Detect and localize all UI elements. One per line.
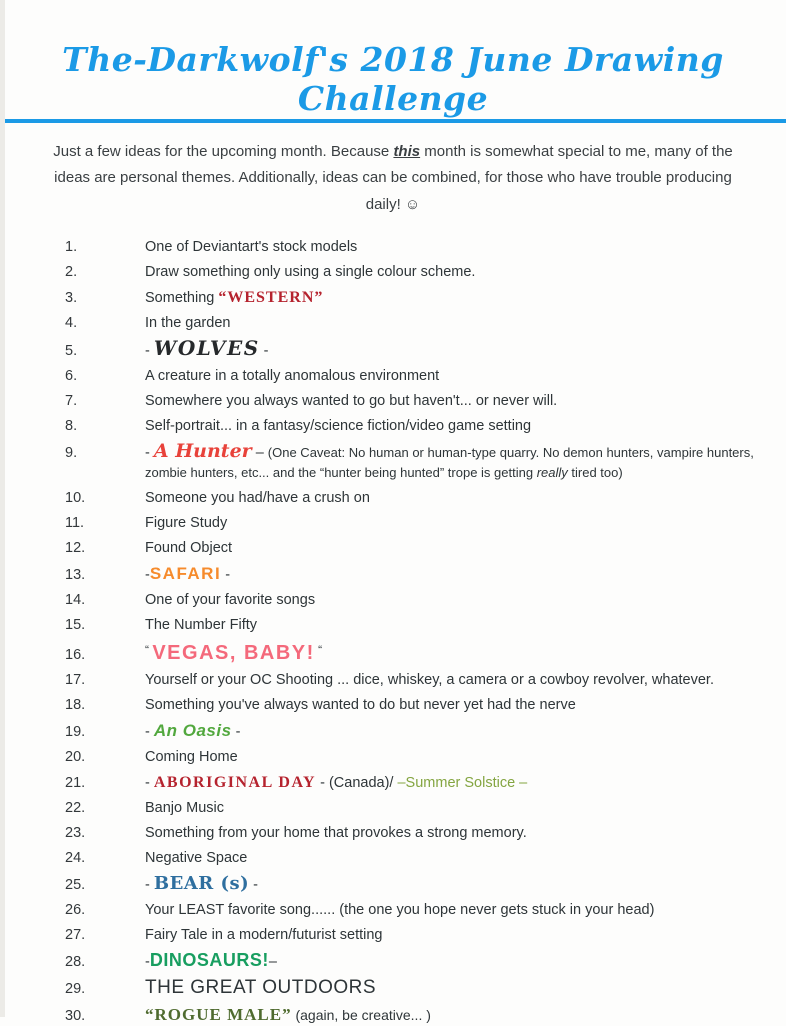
list-item — [65, 417, 772, 436]
item-text — [145, 564, 772, 585]
item-text-segment: - (Canada)/ — [316, 774, 398, 791]
item-text — [145, 616, 772, 635]
item-number: 18. — [65, 696, 86, 713]
item-number: 8. — [65, 417, 78, 434]
item-text-segment: Self-portrait... in a fantasy/science fiction/video game setting — [145, 417, 532, 434]
item-text-segment: Fairy Tale in a modern/futurist setting — [145, 926, 383, 943]
item-text-segment: - — [145, 566, 150, 583]
item-text-segment: Negative Space — [145, 849, 248, 866]
list-item — [65, 335, 772, 361]
item-text-segment: - — [145, 723, 154, 740]
item-text — [145, 721, 772, 742]
item-text — [145, 314, 772, 333]
list-item — [65, 849, 772, 868]
list-item — [65, 978, 772, 999]
item-text-segment: VEGAS, BABY! — [152, 641, 315, 664]
item-text-segment: Figure Study — [145, 514, 228, 531]
item-text — [145, 874, 772, 895]
list-item — [65, 696, 772, 715]
item-text — [145, 849, 772, 868]
item-text — [145, 539, 772, 558]
item-number: 14. — [65, 591, 86, 608]
item-text-segment: Something from your home that provokes a strong memory. — [145, 824, 527, 841]
item-text-segment: - — [249, 876, 259, 893]
list-item — [65, 263, 772, 282]
item-text — [145, 335, 772, 361]
list-item — [65, 314, 772, 333]
item-text-segment: really — [536, 464, 568, 480]
item-text — [145, 263, 772, 282]
item-number: 4. — [65, 314, 78, 331]
list-item — [65, 671, 772, 690]
item-text-segment: Banjo Music — [145, 799, 224, 816]
item-text — [145, 641, 772, 665]
item-number: 28. — [65, 953, 86, 970]
item-number: 16. — [65, 646, 86, 663]
item-text-segment: One of your favorite songs — [145, 591, 316, 608]
item-number: 19. — [65, 723, 86, 740]
item-text-segment: BEAR (s) — [153, 872, 250, 894]
item-text-segment: Draw something only using a single colour scheme. — [145, 263, 476, 280]
list-item — [65, 901, 772, 920]
item-text — [145, 489, 772, 508]
list-item — [65, 721, 772, 742]
item-text-segment: THE GREAT OUTDOORS — [145, 976, 377, 998]
list-item — [65, 489, 772, 508]
item-number: 22. — [65, 799, 86, 816]
item-text — [145, 901, 772, 920]
item-text-segment: “ — [145, 642, 153, 657]
item-text — [145, 951, 772, 972]
item-text-segment: One of Deviantart's stock models — [145, 238, 358, 255]
item-text — [145, 392, 772, 411]
item-number: 27. — [65, 926, 86, 943]
item-text — [145, 926, 772, 945]
item-number: 12. — [65, 539, 86, 556]
item-number: 10. — [65, 489, 86, 506]
item-text — [145, 696, 772, 715]
item-number: 29. — [65, 980, 86, 997]
item-text-segment: Coming Home — [145, 748, 238, 765]
item-number: 5. — [65, 342, 78, 359]
intro-paragraph — [51, 139, 735, 218]
item-number: 1. — [65, 238, 78, 255]
item-text-segment: The Number Fifty — [145, 616, 257, 633]
item-text-segment: Somewhere you always wanted to go but haven't... or never will. — [145, 392, 558, 409]
list-item — [65, 514, 772, 533]
list-item — [65, 564, 772, 585]
item-number: 15. — [65, 616, 86, 633]
item-text — [145, 824, 772, 843]
list-item — [65, 951, 772, 972]
item-number: 3. — [65, 289, 78, 306]
item-number: 20. — [65, 748, 86, 765]
item-text — [145, 978, 772, 999]
item-text-segment: – — [268, 953, 277, 970]
item-text — [145, 773, 772, 793]
scan-edge — [0, 0, 5, 1017]
item-text-segment: “ — [314, 642, 323, 657]
item-number: 11. — [65, 514, 85, 531]
item-text-segment: A creature in a totally anomalous environment — [145, 367, 440, 384]
item-text-segment: Your LEAST favorite song...... (the one you hope never gets stuck in your head) — [145, 901, 655, 918]
item-text-segment: A Hunter — [153, 439, 252, 462]
item-text — [145, 1005, 772, 1026]
list-item — [65, 799, 772, 818]
item-number: 26. — [65, 901, 86, 918]
item-text — [145, 417, 772, 436]
item-text-segment: –Summer Solstice – — [397, 774, 528, 791]
item-text-segment: (One Caveat: No human or human-type quarry. No demon hunters, vampire hunters, zombie hunters, etc... and the “hunter being hunted” trope is getting — [145, 444, 754, 480]
list-item — [65, 439, 772, 483]
item-text-segment: WOLVES — [153, 335, 260, 360]
list-item — [65, 1005, 772, 1026]
list-item — [65, 616, 772, 635]
item-text-segment: “ROGUE MALE” — [145, 1004, 292, 1024]
item-text-segment: - — [145, 444, 154, 461]
item-number: 6. — [65, 367, 78, 384]
item-number: 21. — [65, 774, 86, 791]
item-text-segment: Yourself or your OC Shooting ... dice, whiskey, a camera or a cowboy revolver, whatever. — [145, 671, 714, 688]
item-text-segment: SAFARI — [149, 563, 222, 583]
item-number: 23. — [65, 824, 86, 841]
item-text — [145, 514, 772, 533]
list-item — [65, 539, 772, 558]
item-text — [145, 799, 772, 818]
item-text-segment: - — [259, 342, 269, 359]
intro-emphasis: this — [393, 143, 421, 160]
item-text-segment: In the garden — [145, 314, 231, 331]
item-text-segment: An Oasis — [153, 720, 232, 740]
list-item — [65, 641, 772, 665]
item-number: 24. — [65, 849, 86, 866]
item-text — [145, 591, 772, 610]
item-number: 2. — [65, 263, 78, 280]
item-text-segment: - — [145, 876, 154, 893]
item-text-segment: “WESTERN” — [218, 288, 324, 306]
item-text-segment: - — [231, 723, 241, 740]
list-item — [65, 288, 772, 308]
list-item — [65, 824, 772, 843]
intro-after: month is somewhat special to me, many of the ideas are personal themes. Additionally, ideas can be combined, for those who have trouble producing daily! ☺ — [54, 143, 733, 213]
item-text-segment: tired too) — [567, 464, 623, 480]
item-text-segment: - — [221, 566, 231, 583]
item-text — [145, 238, 772, 257]
item-number: 25. — [65, 876, 86, 893]
list-item — [65, 773, 772, 793]
item-text-segment: Someone you had/have a crush on — [145, 489, 370, 506]
item-text — [145, 439, 772, 483]
item-text — [145, 671, 772, 690]
item-text-segment: (again, be creative... ) — [291, 1006, 431, 1023]
item-text — [145, 288, 772, 308]
intro-before: Just a few ideas for the upcoming month. Because — [53, 143, 394, 160]
list-item — [65, 874, 772, 895]
item-number: 7. — [65, 392, 78, 409]
item-text-segment: DINOSAURS! — [149, 949, 269, 970]
item-text-segment: – — [251, 444, 268, 461]
item-number: 13. — [65, 566, 86, 583]
item-text-segment: Something — [145, 289, 219, 306]
list-item — [65, 392, 772, 411]
list-item — [65, 367, 772, 386]
item-number: 9. — [65, 444, 78, 461]
list-item — [65, 748, 772, 767]
list-item — [65, 591, 772, 610]
list-item — [65, 238, 772, 257]
item-text-segment: Something you've always wanted to do but never yet had the nerve — [145, 696, 576, 713]
item-number: 17. — [65, 671, 86, 688]
item-number: 30. — [65, 1007, 86, 1024]
list-item — [65, 926, 772, 945]
item-text-segment: Found Object — [145, 539, 233, 556]
item-text-segment: - — [145, 953, 150, 970]
item-text-segment: ABORIGINAL DAY — [153, 773, 317, 791]
item-text — [145, 367, 772, 386]
item-text-segment: - — [145, 774, 154, 791]
item-text — [145, 748, 772, 767]
page-title-text: The-Darkwolf's 2018 June Drawing Challenge — [0, 40, 786, 123]
item-text-segment: - — [145, 342, 154, 359]
challenge-list — [0, 238, 786, 1026]
page-title — [0, 40, 786, 123]
